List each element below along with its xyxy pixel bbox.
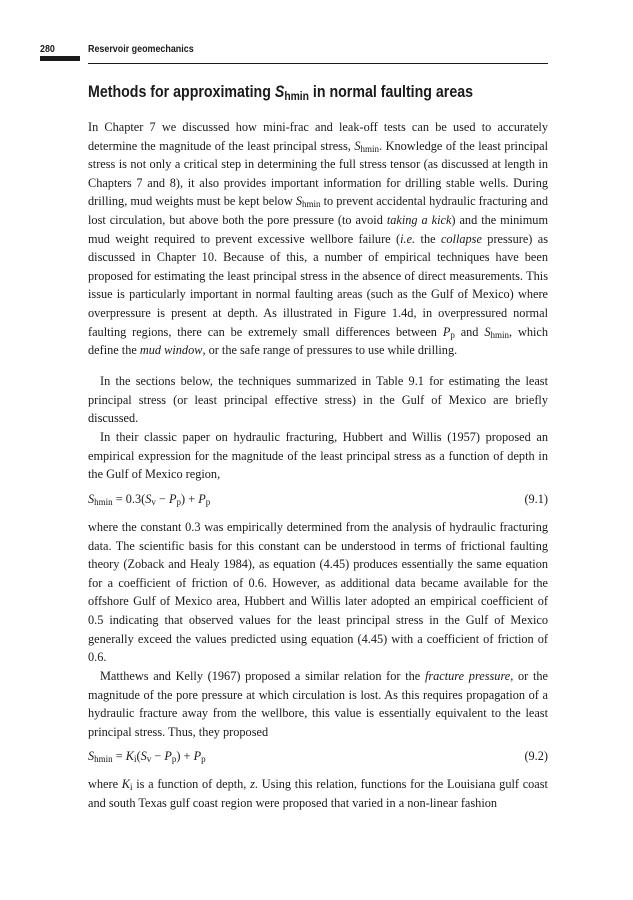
section-heading: Methods for approximating $S_{hmin}$ in normal faulting areas [88, 83, 473, 103]
paragraph-sections: In the sections below, the techniques summarized in Table 9.1 for estimating the least principal stress (or least principal effective stress) in the Gulf of Mexico are briefly discussed. [88, 374, 548, 426]
paragraph-hubbert-willis: In their classic paper on hydraulic fracturing, Hubbert and Willis (1957) proposed an empirical expression for the magnitude of the least principal stress as a function of depth in the Gulf of Mexico region, [88, 430, 548, 482]
equation-9-1 [88, 492, 548, 510]
equation-9-2 [88, 749, 548, 767]
page-number: 280 [40, 43, 55, 55]
equation-number: (9.1) [524, 492, 548, 506]
equation-9-1-expression: $S_{hmin} = 0.3(S_v - P_p) + P_p$ [88, 492, 211, 507]
header-rule [88, 63, 548, 64]
paragraph-matthews-kelly: Matthews and Kelly (1967) proposed a similar relation for the fracture pressure, or the magnitude of the pore pressure at which circulation is lost. As this requires propagation of a hydraulic fracture away from the wellbore, this value is essentially equivalent to the least principal stress. Thus, they proposed [88, 669, 548, 739]
equation-9-2-expression: $S_{hmin} = K_i(S_v - P_p) + P_p$ [88, 749, 206, 764]
paragraph-intro: In Chapter 7 we discussed how mini-frac and leak-off tests can be used to accurately determine the magnitude of the least principal stress, $S_{hmin}$. Knowledge of the least principal stress is not only a critical step in determining the full stress tensor (as discussed at length in Chapters 7 and 8), it also provides important information for drilling stable wells. During drilling, mud weights must be kept below $S_{hmin}$ to prevent accidental hydraulic fracturing and lost circulation, but above both the pore pressure (to avoid taking a kick) and the minimum mud weight required to prevent excessive wellbore failure (i.e. the collapse pressure) as discussed in Chapter 10. Because of this, a number of empirical techniques have been proposed for estimating the least principal stress in the absence of direct measurements. This issue is particularly important in normal faulting areas (such as the Gulf of Mexico) where overpressure is present at depth. As illustrated in Figure 1.4d, in overpressured normal faulting regions, there can be extremely small differences between $P_p$ and $S_{hmin}$, which define the mud window, or the safe range of pressures to use while drilling. [88, 120, 549, 358]
running-title: Reservoir geomechanics [88, 43, 194, 55]
header-rule-thick [40, 56, 80, 61]
paragraph-ki-function: where $K_i$ is a function of depth, z. Using this relation, functions for the Louisiana gulf coast and south Texas gulf coast region were proposed that varied in a non-linear fashion [88, 777, 548, 810]
equation-number: (9.2) [524, 749, 548, 763]
paragraph-constant: where the constant 0.3 was empirically determined from the analysis of hydraulic fracturing data. The scientific basis for this constant can be understood in terms of frictional faulting theory (Zoback and Healy 1984), as equation (4.45) produces essentially the same equation for a coefficient of friction of 0.6. However, as additional data became available for the offshore Gulf of Mexico area, Hubbert and Willis later adopted an empirical coefficient of 0.5 indicating that observed values for the least principal stress in the Gulf of Mexico generally exceed the values predicted using equation (4.45) with a coefficient of friction of 0.6. [88, 520, 548, 665]
